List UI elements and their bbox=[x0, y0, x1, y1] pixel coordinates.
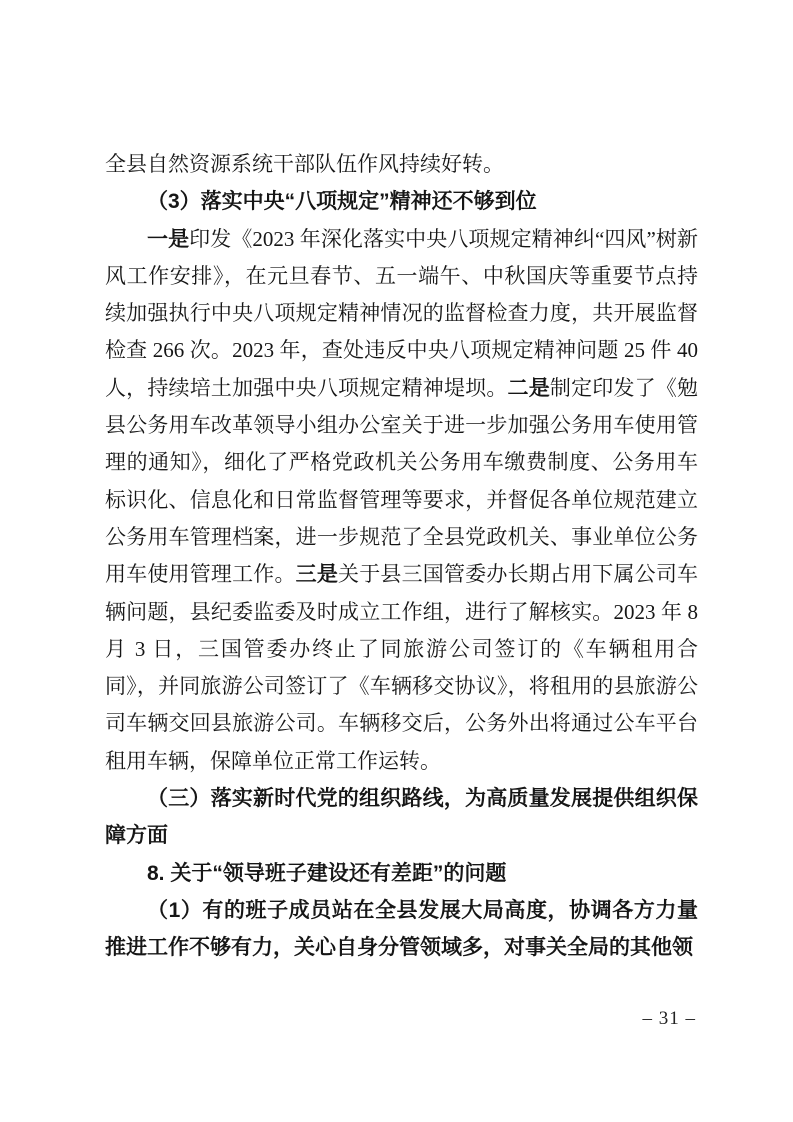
heading-section-three: （三）落实新时代党的组织路线，为高质量发展提供组织保障方面 bbox=[105, 787, 698, 848]
marker-first: 一是 bbox=[147, 226, 190, 251]
paragraph-measures bbox=[105, 221, 698, 780]
continuation-line: 全县自然资源系统干部队伍作风持续好转。 bbox=[105, 152, 504, 176]
measure-third-text: 关于县三国管委办长期占用下属公司车辆问题，县纪委监委及时成立工作组，进行了解核实。2023 年 8 月 3 日，三国管委办终止了同旅游公司签订的《车辆租用合同》，并同旅游公司签订了《车辆移交协议》，将租用的县旅游公司车辆交回县旅游公司。车辆移交后，公务外出将通过公车平台租用车辆，保障单位正常工作运转。 bbox=[105, 562, 699, 773]
measure-second-text: 制定印发了《勉县公务用车改革领导小组办公室关于进一步加强公务用车使用管理的通知》，细化了严格党政机关公务用车缴费制度、公务用车标识化、信息化和日常监督管理等要求，并督促各单位规范建立公务用车管理档案，进一步规范了全县党政机关、事业单位公务用车使用管理工作。 bbox=[105, 375, 699, 587]
heading-eight-regulations: （3）落实中央“八项规定”精神还不够到位 bbox=[147, 190, 537, 214]
marker-third: 三是 bbox=[295, 562, 339, 587]
marker-second: 二是 bbox=[507, 375, 550, 400]
paragraph-leadership: （1）有的班子成员站在全县发展大局高度，协调各方力量推进工作不够有力，关心自身分管领域多，对事关全局的其他领 bbox=[105, 898, 698, 960]
measure-first-text: 印发《2023 年深化落实中央八项规定精神纠“四风”树新风工作安排》，在元旦春节、五一端午、中秋国庆等重要节点持续加强执行中央八项规定精神情况的监督检查力度，共开展监督检查 266 次。2023 年，查处违反中央八项规定精神问题 25 件 40 人，持续培土加强中央八项规定精神堤坝。 bbox=[105, 226, 699, 400]
heading-item-eight: 8. 关于“领导班子建设还有差距”的问题 bbox=[147, 861, 507, 885]
page-number: – 31 – bbox=[642, 1008, 696, 1029]
text-block bbox=[105, 146, 698, 967]
